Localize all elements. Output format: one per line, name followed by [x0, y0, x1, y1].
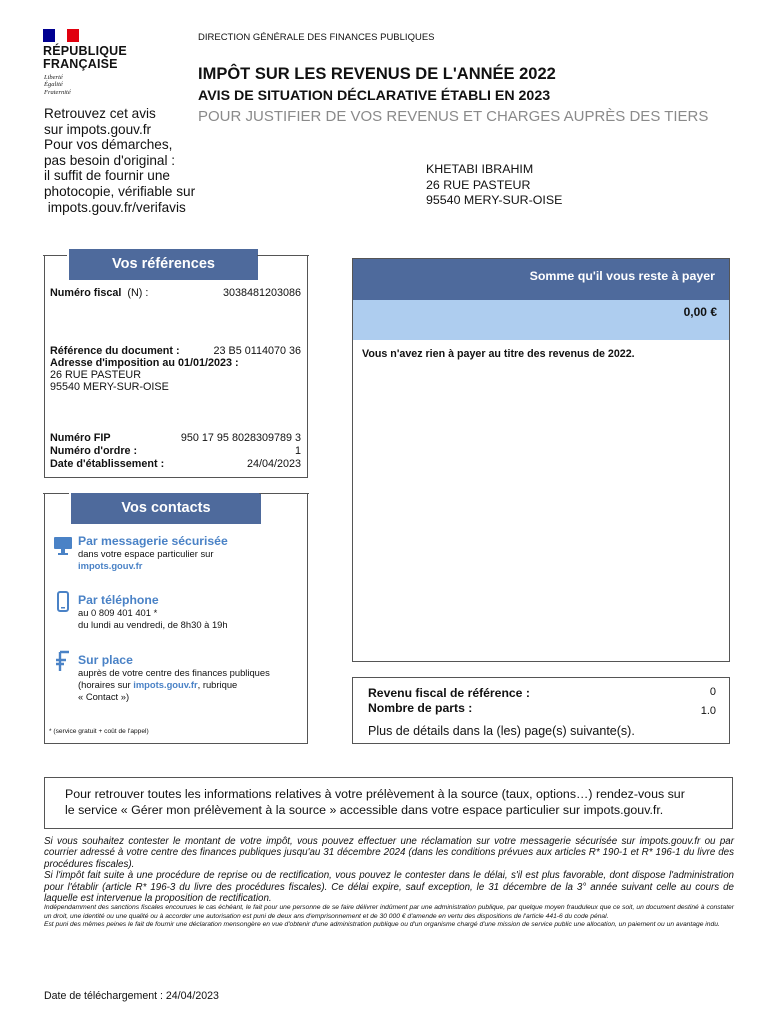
- direction-label: DIRECTION GÉNÉRALE DES FINANCES PUBLIQUES: [198, 32, 435, 43]
- in-person-title: Sur place: [78, 653, 133, 667]
- document-purpose: POUR JUSTIFIER DE VOS REVENUS ET CHARGES AUPRÈS DES TIERS: [198, 108, 709, 125]
- payment-amount: 0,00 €: [353, 300, 729, 340]
- messaging-title: Par messagerie sécurisée: [78, 534, 228, 548]
- in-person-link[interactable]: impots.gouv.fr: [133, 679, 198, 691]
- references-heading: Vos références: [69, 249, 258, 280]
- fip-number-row: Numéro FIP 950 17 95 8028309789 3: [50, 432, 301, 444]
- issue-date-row: Date d'établissement : 24/04/2023: [50, 458, 301, 470]
- flag-blue-stripe: [43, 29, 55, 42]
- reference-income-row: Revenu fiscal de référence : 0: [368, 686, 716, 700]
- verification-notice: Retrouvez cet avis sur impots.gouv.fr Pour vos démarches, pas besoin d'original : il suffit de fournir une photocopie, vérifiable sur impots.gouv.fr/verifavis: [44, 106, 196, 215]
- recipient-address: [426, 162, 562, 209]
- legal-paragraph: Est puni des mêmes peines le fait de fournir une déclaration mensongère en vue d'obtenir d'une administration publique ou d'un organisme chargé d'une mission de service public une allocation, un paiement ou un avantage indu.: [44, 921, 720, 929]
- computer-icon: [53, 533, 73, 557]
- document-reference-row: Référence du document : 23 B5 0114070 36: [50, 345, 301, 357]
- download-date: Date de téléchargement : 24/04/2023: [44, 990, 219, 1002]
- reference-income-value: 0: [709, 686, 716, 698]
- legal-notice: [44, 836, 734, 929]
- contacts-box: Vos contacts Par messagerie sécurisée dans votre espace particulier sur impots.gouv.fr Par téléphone au 0 809 401 401 * du lundi au vendredi, de 8h30 à 19h Sur place auprès de votre centre des finances publiques (horaires sur impots.gouv.fr, rubrique « Contact ») * (service gratuit + coût de l'appel): [44, 493, 308, 744]
- references-box: [44, 255, 308, 478]
- legal-paragraph: Indépendamment des sanctions fiscales encourues le cas échéant, le fait pour une personne de se faire délivrer indûment par une administration publique, par quelque moyen frauduleux que ce soit, un document destiné à constater un droit, une identité ou une qualité ou à accorder une autorisation est puni de deux ans d'emprisonnement et de 30 000 € d'amende en vertu des dispositions de l'article 441-6 du code pénal.: [44, 904, 734, 920]
- document-title: IMPÔT SUR LES REVENUS DE L'ANNÉE 2022: [198, 65, 556, 83]
- republique-francaise-title: RÉPUBLIQUE FRANÇAISE: [43, 44, 127, 71]
- phone-icon: [53, 590, 73, 614]
- payment-box: [352, 258, 730, 662]
- republic-motto: Liberté Égalité Fraternité: [44, 74, 71, 96]
- payment-message: Vous n'avez rien à payer au titre des revenus de 2022.: [362, 348, 635, 360]
- flag-red-stripe: [67, 29, 79, 42]
- recipient-name: KHETABI IBRAHIM: [426, 162, 534, 176]
- more-details-note: Plus de détails dans la (les) page(s) suivante(s).: [368, 724, 635, 738]
- french-flag-logo: [43, 29, 79, 42]
- document-reference-value: 23 B5 0114070 36: [213, 345, 301, 357]
- contacts-heading: Vos contacts: [71, 493, 261, 524]
- phone-number: au 0 809 401 401 *: [78, 607, 158, 618]
- document-subtitle: AVIS DE SITUATION DÉCLARATIVE ÉTABLI EN 2023: [198, 88, 551, 104]
- flag-white-stripe: [55, 29, 67, 42]
- withholding-info-box: Pour retrouver toutes les informations relatives à votre prélèvement à la source (taux, options…) rendez-vous sur le service « Gérer mon prélèvement à la source » accessible dans votre espace particulier sur impots.gouv.fr.: [44, 777, 733, 829]
- recipient-city: 95540 MERY-SUR-OISE: [426, 193, 563, 208]
- fip-number-value: 950 17 95 8028309789 3: [180, 432, 301, 444]
- order-number-row: Numéro d'ordre : 1: [50, 445, 301, 457]
- tax-shares-row: Nombre de parts : 1.0: [368, 701, 716, 717]
- franc-building-icon: [53, 649, 73, 673]
- call-cost-note: * (service gratuit + coût de l'appel): [49, 728, 149, 735]
- fiscal-number-value: 3038481203086: [222, 287, 301, 299]
- revenue-box: [352, 677, 730, 744]
- payment-heading: Somme qu'il vous reste à payer: [353, 259, 729, 300]
- legal-paragraph: Si vous souhaitez contester le montant de votre impôt, vous pouvez effectuer une réclamation sur votre messagerie sécurisée sur impots.gouv.fr ou par courrier adressé à votre centre des finances publiques jusqu'au 31 décembre 2024 (dans les conditions prévues aux articles R* 190-1 et R* 196-1 du livre des procédures fiscales).: [44, 836, 734, 870]
- tax-shares-value: 1.0: [700, 705, 716, 717]
- fiscal-number-row: Numéro fiscal (N) : 3038481203086: [50, 287, 301, 299]
- recipient-street: 26 RUE PASTEUR: [426, 177, 531, 192]
- phone-title: Par téléphone: [78, 593, 159, 607]
- messaging-link[interactable]: impots.gouv.fr: [78, 560, 143, 572]
- legal-paragraph: Si l'impôt fait suite à une procédure de reprise ou de rectification, vous pouvez le contester dans le délai, s'il est plus favorable, dont dispose l'administration pour l'établir (article R* 196-3 du livre des procédures fiscales). Ce délai expire, sauf exception, le 31 décembre de la 3° année suivant celle au cours de laquelle est intervenue la proposition de rectification.: [44, 870, 734, 905]
- tax-address-block: Adresse d'imposition au 01/01/2023 : 26 RUE PASTEUR 95540 MERY-SUR-OISE: [50, 357, 239, 393]
